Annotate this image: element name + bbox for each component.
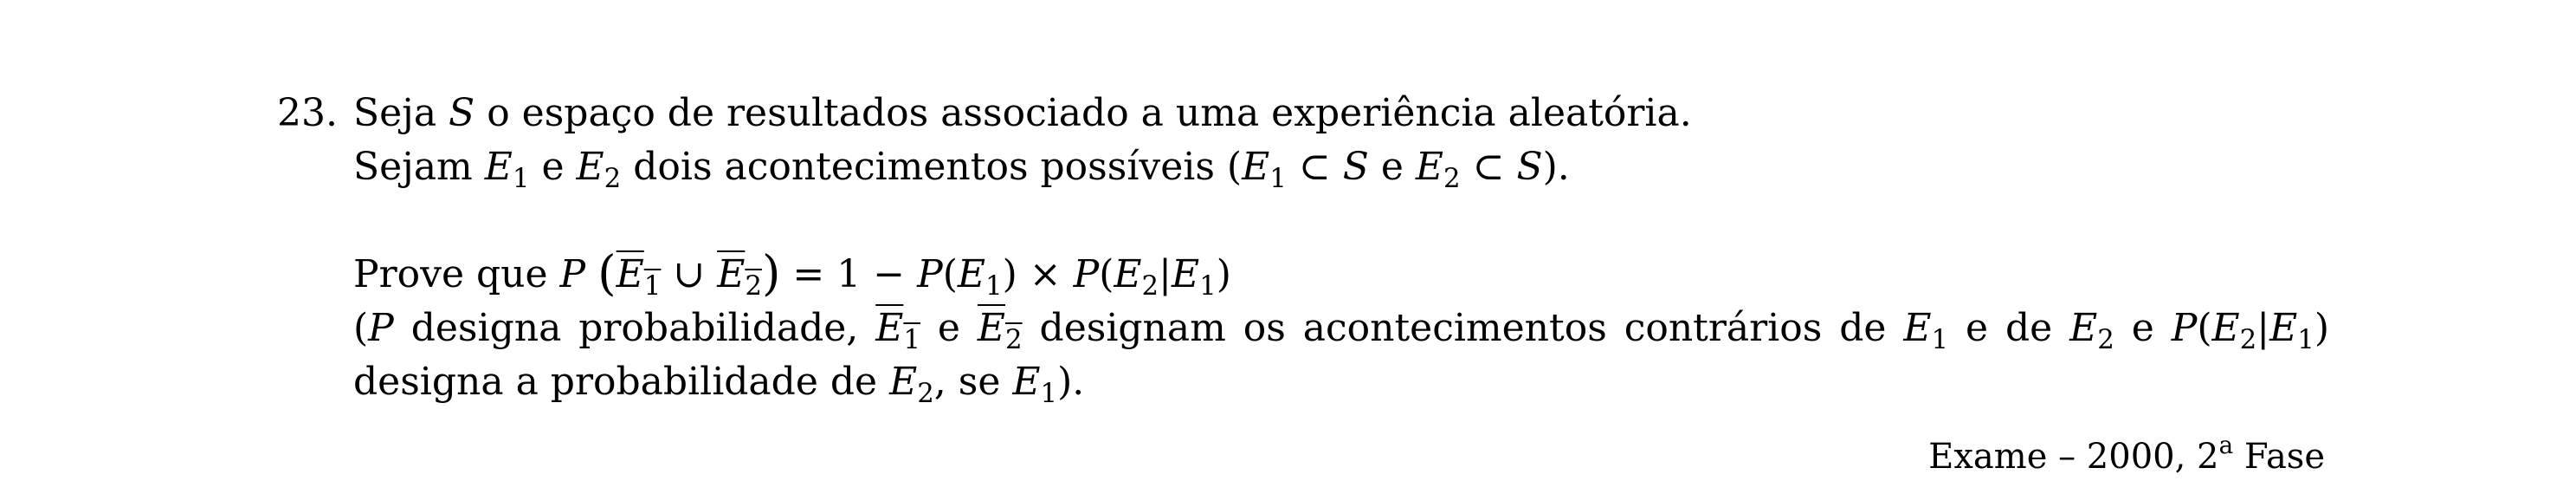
line-2: Sejam $E_1$ e $E_2$ dois acontecimentos possíveis ($E_1$ ⊂ S e $E_2$ ⊂ S). (353, 145, 1570, 195)
line-5: designa a probabilidade de $E_2$, se $E_1$). (353, 360, 1085, 410)
problem-23 (277, 87, 2329, 409)
exam-source: Exame – 2000, 2$^a$ Fase (1928, 431, 2325, 477)
line-1: Seja S o espaço de resultados associado a uma experiência aleatória. (353, 91, 1692, 135)
line-3: Prove que P ($E_1$ ∪ $E_2) = 1 - P(E_1) \times P(E_2|E_1)$ (353, 244, 1231, 302)
paragraph-gap (353, 194, 2329, 248)
line-4: (P designa probabilidade, $E_1$ e $E_2$ designam os acontecimentos contrários de $E_1$ e de $E_2$ e $P(E_2|E_1)$ (353, 306, 2330, 356)
problem-number: 23. (277, 91, 338, 135)
problem-body (353, 87, 2329, 409)
